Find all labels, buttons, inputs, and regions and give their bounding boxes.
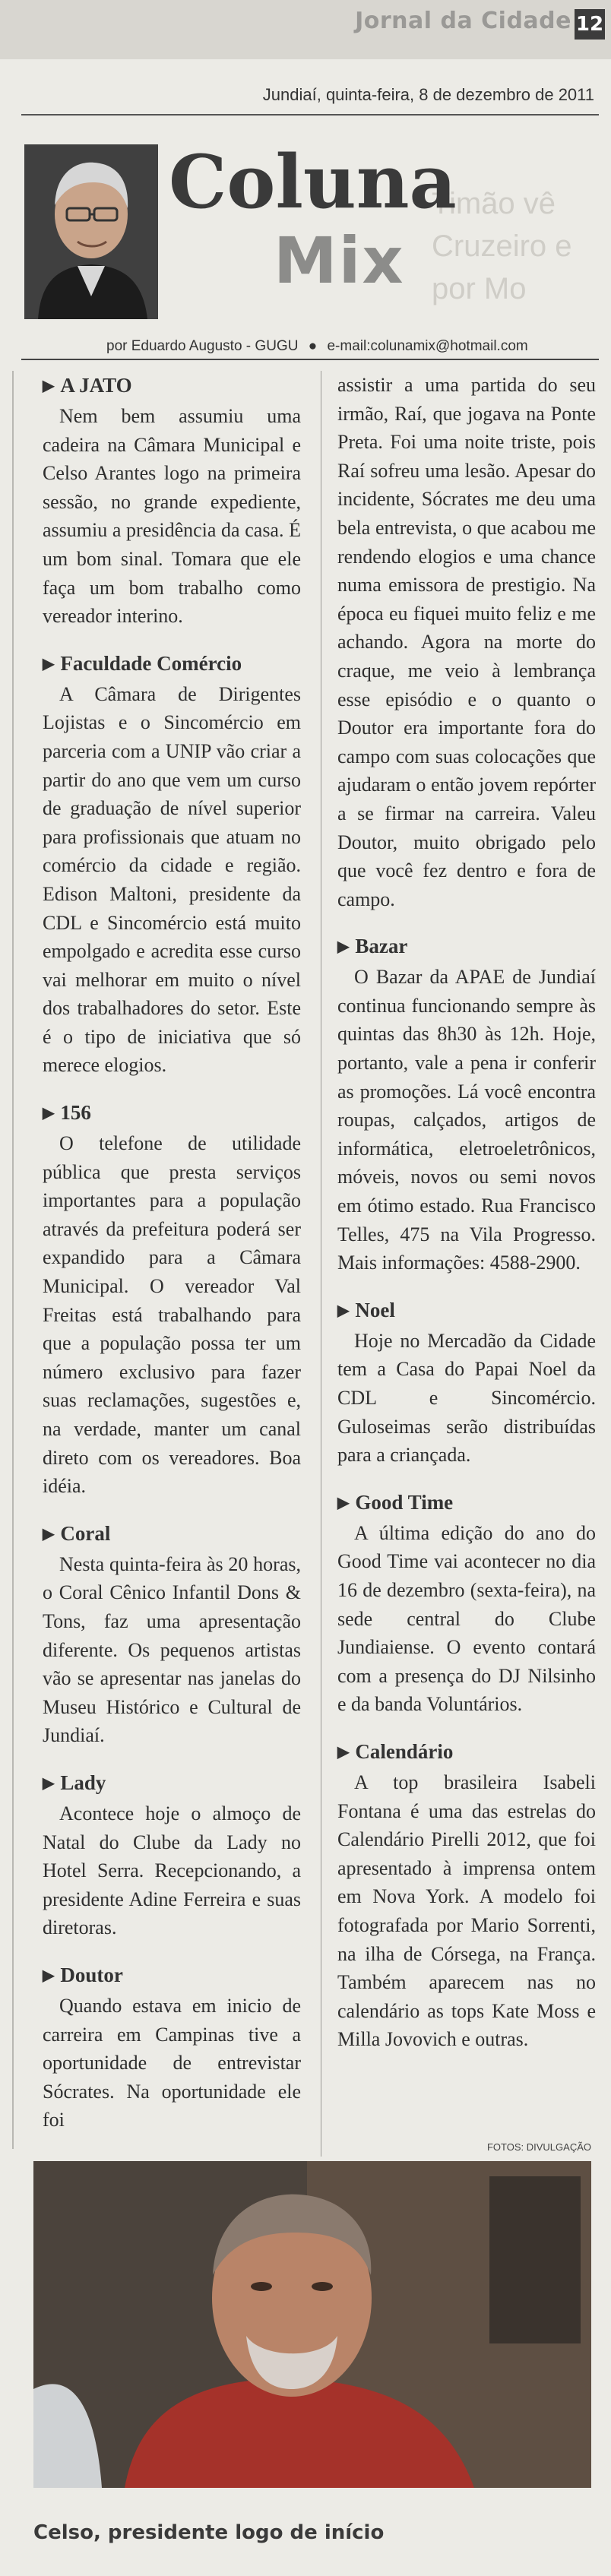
section-noel (337, 1296, 596, 1470)
section-body: Quando estava em inicio de carreira em Campinas tive a oportunidade de entrevistar Sócrates. Na oportunidade ele foi (43, 1994, 301, 2131)
heading-text: 156 (60, 1101, 91, 1125)
section-heading (43, 1960, 301, 1992)
triangle-right-icon: ▶ (43, 1525, 55, 1543)
publication-name: Jornal da Cidade (355, 8, 571, 34)
section-156 (43, 1098, 301, 1501)
section-heading (337, 1737, 596, 1768)
ghost-line: por Mo (432, 272, 527, 305)
section-heading (337, 1488, 596, 1519)
heading-text: Noel (355, 1298, 395, 1321)
column-title: Coluna (169, 139, 457, 225)
section-heading (337, 1296, 596, 1327)
section-heading (337, 932, 596, 963)
section-body: Nesta quinta-feira às 20 horas, o Coral Cênico Infantil Dons & Tons, faz uma apresentação diferente. Os pequenos artistas vão se apresentar nas janelas do Museu Histórico e Cultural de Jundiaí. (43, 1552, 301, 1747)
section-doutor-continued (337, 371, 596, 913)
man-portrait-icon (33, 2161, 591, 2488)
heading-text: Good Time (355, 1490, 454, 1514)
dateline: Jundiaí, quinta-feira, 8 de dezembro de 2011 (262, 85, 594, 104)
section-body: Acontece hoje o almoço de Natal do Clube da Lady no Hotel Serra. Recepcionando, a presidente Adine Ferreira e suas diretoras. (43, 1802, 301, 1939)
header-rule (21, 114, 599, 116)
section-coral (43, 1519, 301, 1750)
section-body: Nem bem assumiu uma cadeira na Câmara Municipal e Celso Arantes logo na primeira sessão, no grande expediente, assumiu a presidência da casa. É um bom sinal. Tomara que ele faça um bom trabalho como vereador interino. (43, 405, 301, 628)
author: por Eduardo Augusto - GUGU (106, 338, 299, 354)
triangle-right-icon: ▶ (43, 1967, 55, 1984)
section-a-jato (43, 371, 301, 631)
section-heading (43, 1098, 301, 1129)
section-heading (43, 649, 301, 680)
columnist-portrait-icon (24, 144, 158, 319)
triangle-right-icon: ▶ (43, 1105, 55, 1122)
page-edge (12, 371, 14, 2149)
section-body: O Bazar da APAE de Jundiaí continua funcionando sempre às quintas das 8h30 às 12h. Hoje, portanto, vale a pena ir conferir as promoções. Lá você encontra roupas, calçados, artigos de informática, eletroeletrônicos, móveis, novos ou semi novos em ótimo estado. Rua Francisco Telles, 475 na Vila Progresso. Mais informações: 4588-2900. (337, 966, 596, 1274)
section-lady (43, 1768, 301, 1942)
heading-text: Faculdade Comércio (60, 651, 242, 675)
heading-text: Calendário (355, 1739, 454, 1763)
section-doutor (43, 1960, 301, 2135)
text-column-left (43, 371, 301, 2153)
photo-caption: Celso, presidente logo de início (33, 2521, 385, 2544)
section-calendario (337, 1737, 596, 2054)
photo-credit: FOTOS: DIVULGAÇÃO (486, 2141, 591, 2153)
section-body: Hoje no Mercadão da Cidade tem a Casa do Papai Noel da CDL e Sincomércio. Guloseimas serão distribuídas para a criançada. (337, 1329, 596, 1467)
byline-rule (21, 359, 599, 360)
email: e-mail:colunamix@hotmail.com (327, 338, 528, 354)
page-number-badge: 12 (575, 9, 605, 40)
section-body: A top brasileira Isabeli Fontana é uma das estrelas do Calendário Pirelli 2012, que foi apresentado à imprensa ontem em Nova York. A modelo foi fotografada por Mario Sorrenti, na ilha de Córsega, na França. Também aparecem nas no calendário as tops Kate Moss e Milla Jovovich e outras. (337, 1771, 596, 2051)
bullet-icon: ● (308, 338, 318, 354)
ghost-line: Cruzeiro e (432, 229, 572, 263)
section-body: assistir a uma partida do seu irmão, Raí, que jogava na Ponte Preta. Foi uma noite triste, pois Raí sofreu uma lesão. Apesar do incidente, Sócrates me deu uma bela entrevista, o que acabou me rendendo elogios e uma chance numa emissora de prestigio. Na época eu fiquei muito feliz e me achando. Agora na morte do craque, me veio à lembrança esse episódio e o quanto o Doutor era importante fora do campo com suas colocações que ajudaram o então jovem repórter a se firmar na carreira. Valeu Doutor, muito obrigado pelo que você fez dentro e fora de campo. (337, 374, 596, 910)
triangle-right-icon: ▶ (43, 378, 55, 394)
heading-text: Bazar (355, 935, 408, 958)
triangle-right-icon: ▶ (43, 655, 55, 672)
heading-text: Coral (60, 1521, 111, 1545)
section-body: A Câmara de Dirigentes Lojistas e o Sincomércio em parceria com a UNIP vão criar a partir do ano que vem um curso de graduação de nível superior para profissionais que atuam no comércio da cidade e região. Edison Maltoni, presidente da CDL e Sincomércio está muito empolgado e acredita esse curso vai melhorar em muito o nível dos trabalhadores do setor. Este é o tipo de iniciativa que só merece elogios. (43, 682, 301, 1077)
text-column-right (337, 371, 596, 2072)
heading-text: Doutor (60, 1963, 123, 1986)
section-faculdade-comercio (43, 649, 301, 1080)
ghost-line: Timão vê (432, 187, 556, 220)
heading-text: Lady (60, 1771, 106, 1794)
section-good-time (337, 1488, 596, 1719)
section-heading (43, 1768, 301, 1799)
triangle-right-icon: ▶ (337, 1302, 350, 1319)
byline (106, 338, 528, 355)
triangle-right-icon: ▶ (337, 1494, 350, 1511)
heading-text: A JATO (60, 374, 132, 397)
triangle-right-icon: ▶ (337, 938, 350, 956)
triangle-right-icon: ▶ (337, 1743, 350, 1761)
columnist-photo (24, 144, 158, 319)
section-body: O telefone de utilidade pública que presta serviços importantes para a população através da prefeitura poderá ser expandido para a Câmara Municipal. O vereador Val Freitas está trabalhando para que a população possa ter um número exclusivo para fazer suas reclamações, sugestões e, na verdade, manter um canal direto com os vereadores. Boa idéia. (43, 1132, 301, 1498)
section-bazar (337, 932, 596, 1277)
section-heading (43, 1519, 301, 1550)
triangle-right-icon: ▶ (43, 1774, 55, 1792)
section-heading (43, 371, 301, 402)
section-body: A última edição do ano do Good Time vai acontecer no dia 16 de dezembro (sexta-feira), na sede central do Clube Jundiaiense. O evento contará com a presença do DJ Nilsinho e da banda Voluntários. (337, 1521, 596, 1716)
news-photo (33, 2161, 591, 2488)
column-subtitle: Mix (274, 223, 405, 298)
